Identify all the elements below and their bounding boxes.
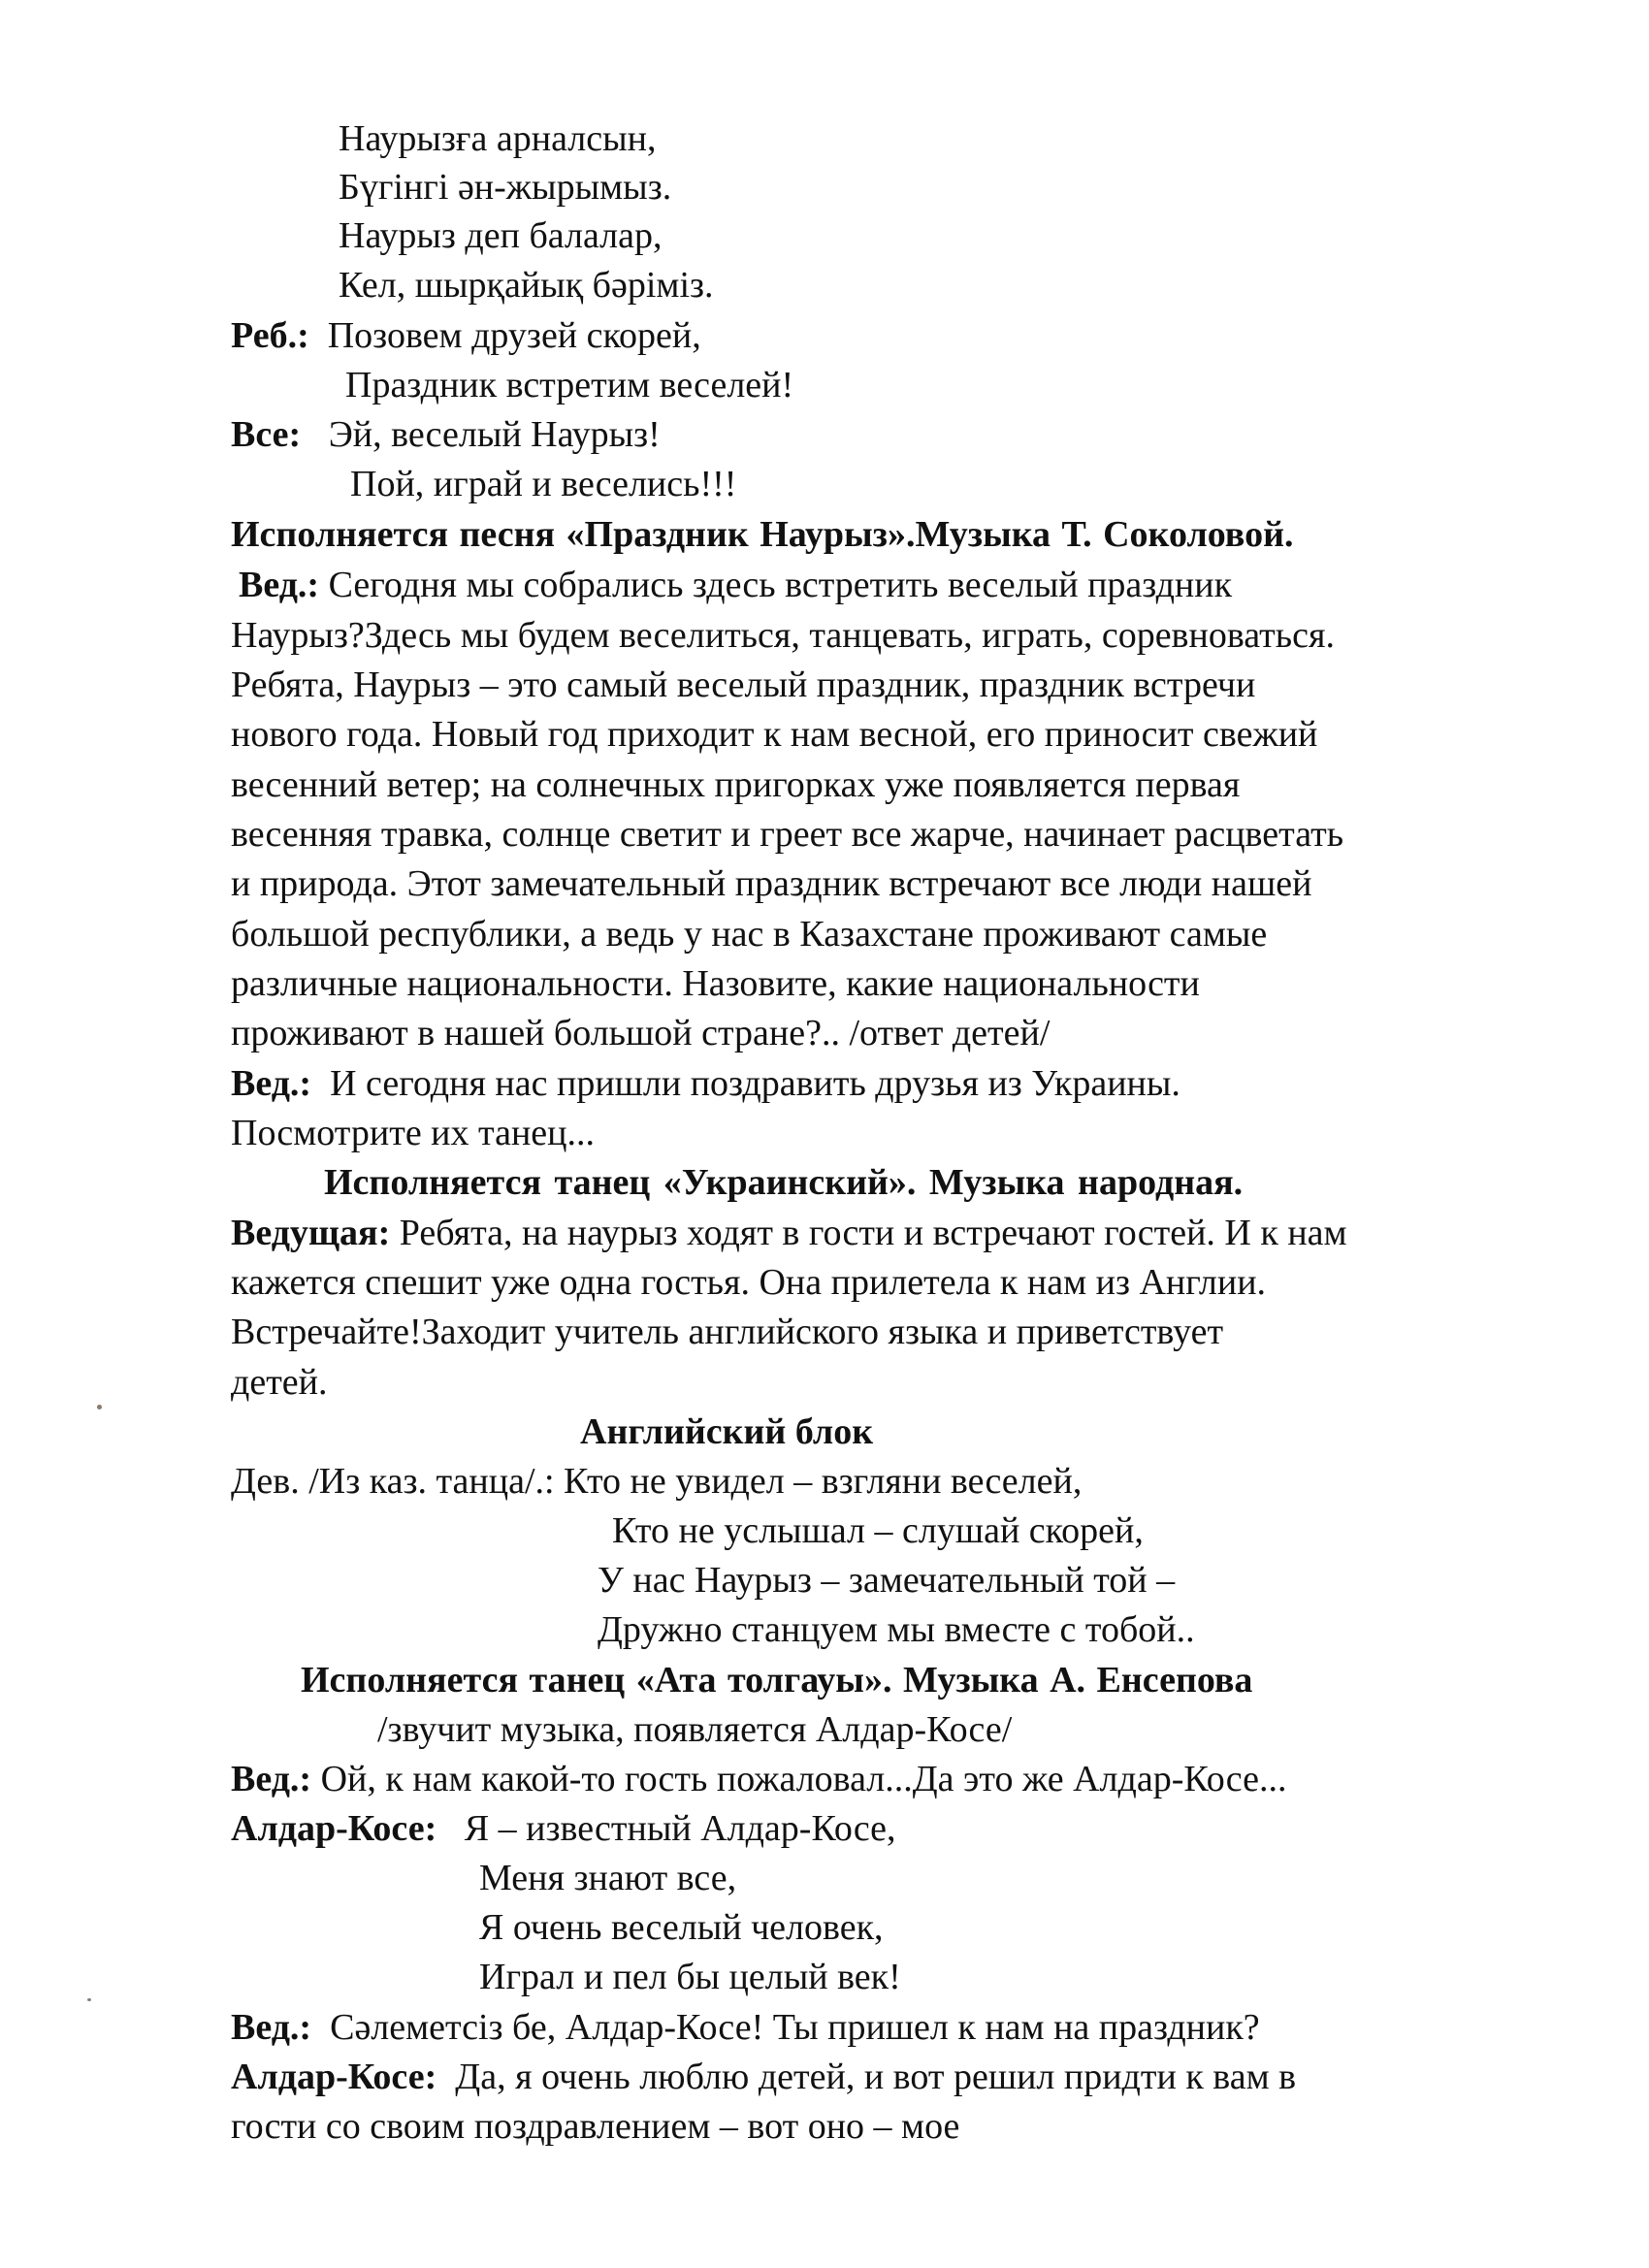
script-line: Праздник встретим веселей! (345, 365, 794, 405)
line-text: Да, я очень люблю детей, и вот решил придти к вам в (455, 2057, 1297, 2097)
speaker-label: Вед.: (231, 1759, 312, 1799)
speaker-label: Все: (231, 414, 302, 455)
script-line (231, 313, 701, 358)
paragraph-line: Наурыз?Здесь мы будем веселиться, танцевать, играть, соревноваться. (231, 615, 1335, 656)
paragraph-line: Посмотрите их танец... (231, 1113, 595, 1153)
script-line (231, 412, 661, 457)
line-text: Сегодня мы собрались здесь встретить веселый праздник (328, 565, 1233, 605)
speaker-label: Алдар-Косе: (231, 1808, 437, 1849)
song-line: Дружно станцуем мы вместе с тобой.. (598, 1609, 1195, 1650)
paragraph-line: большой республики, а ведь у нас в Казахстане проживают самые (231, 914, 1268, 955)
line-text: Я – известный Алдар-Косе, (464, 1808, 896, 1849)
song-line: Я очень веселый человек, (479, 1907, 884, 1948)
speaker-label: Вед.: (231, 1063, 312, 1104)
speaker-label: Ведущая: (231, 1213, 391, 1253)
paragraph-line: Ребята, Наурыз – это самый веселый праздник, праздник встречи (231, 664, 1256, 705)
paragraph-line: гости со своим поздравлением – вот оно – мое (231, 2106, 960, 2147)
song-line: Кел, шырқайық бәріміз. (339, 265, 714, 306)
script-line (231, 1806, 896, 1851)
song-line: Бүгінгі ән-жырымыз. (339, 167, 672, 208)
paragraph-line: различные национальности. Назовите, какие национальности (231, 963, 1200, 1004)
section-heading: Английский блок (580, 1411, 874, 1452)
stage-direction: Исполняется песня «Праздник Наурыз».Музыка Т. Соколовой. (231, 514, 1294, 555)
paragraph-line: Встречайте!Заходит учитель английского языка и приветствует (231, 1312, 1224, 1352)
script-line (239, 563, 1232, 607)
script-line: Пой, играй и веселись!!! (350, 464, 737, 504)
scan-speck (87, 1998, 91, 2001)
speaker-label: Алдар-Косе: (231, 2057, 437, 2097)
stage-direction: /звучит музыка, появляется Алдар-Косе/ (377, 1709, 1013, 1750)
paragraph-line: проживают в нашей большой стране?.. /ответ детей/ (231, 1013, 1051, 1053)
paragraph-line: и природа. Этот замечательный праздник встречают все люди нашей (231, 863, 1312, 904)
paragraph-line: детей. (231, 1362, 328, 1403)
song-line: Играл и пел бы целый век! (479, 1957, 901, 1997)
script-line (231, 1061, 1180, 1106)
song-line: Меня знают все, (479, 1858, 737, 1898)
speaker-label: Реб.: (231, 315, 309, 356)
line-text: Сәлеметсіз бе, Алдар-Косе! Ты пришел к нам на праздник? (330, 2007, 1260, 2048)
script-line (231, 1757, 1286, 1801)
line-text: Ой, к нам какой-то гость пожаловал...Да это же Алдар-Косе... (320, 1759, 1287, 1799)
song-line: Наурыз деп балалар, (339, 215, 663, 256)
speaker-label: Вед.: (231, 2007, 312, 2048)
line-text: И сегодня нас пришли поздравить друзья из Украины. (330, 1063, 1180, 1104)
scan-speck (97, 1405, 102, 1409)
stage-direction: Исполняется танец «Ата толгауы». Музыка А. Енсепова (301, 1660, 1253, 1701)
script-line (231, 2055, 1296, 2099)
script-line: Дев. /Из каз. танца/.: Кто не увидел – взгляни веселей, (231, 1461, 1083, 1502)
script-line (231, 2005, 1260, 2050)
line-text: Позовем друзей скорей, (327, 315, 701, 356)
stage-direction: Исполняется танец «Украинский». Музыка народная. (324, 1162, 1244, 1203)
paragraph-line: нового года. Новый год приходит к нам весной, его приносит свежий (231, 714, 1318, 755)
line-text: Ребята, на наурыз ходят в гости и встречают гостей. И к нам (399, 1213, 1347, 1253)
song-line: Кто не услышал – слушай скорей, (612, 1510, 1144, 1551)
song-line: У нас Наурыз – замечательный той – (598, 1560, 1176, 1601)
line-text: Эй, веселый Наурыз! (328, 414, 661, 455)
paragraph-line: кажется спешит уже одна гостья. Она прилетела к нам из Англии. (231, 1262, 1267, 1303)
paragraph-line: весенняя травка, солнце светит и греет все жарче, начинает расцветать (231, 814, 1344, 855)
script-line (231, 1211, 1347, 1255)
song-line: Наурызға арналсын, (339, 118, 657, 159)
speaker-label: Вед.: (239, 565, 320, 605)
paragraph-line: весенний ветер; на солнечных пригорках уже появляется первая (231, 764, 1241, 805)
